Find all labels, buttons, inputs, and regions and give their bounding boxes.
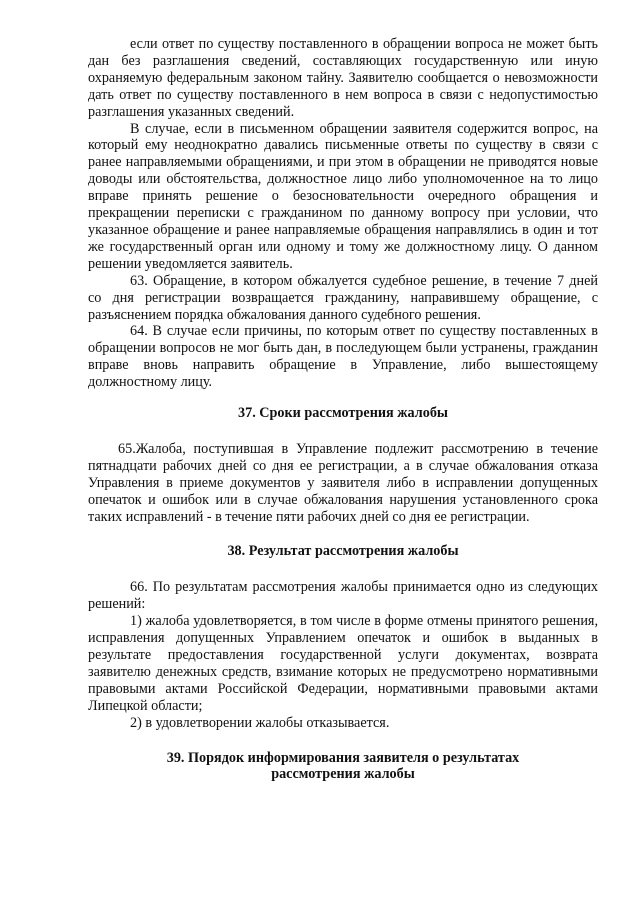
paragraph-63: 63. Обращение, в котором обжалуется судебное решение, в течение 7 дней со дня регистрации возвращается гражданину, направившему обращение, с разъяснением порядка обжалования данного судебного решения.	[88, 272, 598, 323]
document-page	[88, 36, 598, 783]
section-heading-38: 38. Результат рассмотрения жалобы	[227, 543, 459, 560]
paragraph-66: 66. По результатам рассмотрения жалобы принимается одно из следующих решений:	[88, 579, 598, 613]
paragraph-repeated-appeal: В случае, если в письменном обращении заявителя содержится вопрос, на который ему неоднократно давались письменные ответы по существу в связи с ранее направляемыми обращениями, и при этом в обращении не приводятся новые доводы или обстоятельства, должностное лицо либо уполномоченное на то лицо вправе принять решение о безосновательности очередного обращения и прекращении переписки с гражданином по данному вопросу при условии, что указанное обращение и ранее направляемые обращения направлялись в один и тот же государственный орган или одному и тому же должностному лицу. О данном решении уведомляется заявитель.	[88, 120, 598, 272]
section-heading-37: 37. Сроки рассмотрения жалобы	[238, 405, 448, 422]
list-item-2: 2) в удовлетворении жалобы отказывается.	[130, 714, 390, 731]
paragraph-secret-info: если ответ по существу поставленного в обращении вопроса не может быть дан без разглашения сведений, составляющих государственную или иную охраняемую федеральным законом тайну. Заявителю сообщается о невозможности дать ответ по существу поставленного в нем вопроса в связи с недопустимостью разглашения указанных сведений.	[88, 36, 598, 120]
section-heading-39: 39. Порядок информирования заявителя о результатах рассмотрения жалобы	[166, 749, 520, 783]
paragraph-64: 64. В случае если причины, по которым ответ по существу поставленных в обращении вопросов не мог быть дан, в последующем были устранены, гражданин вправе вновь направить обращение в Управление, либо вышестоящему должностному лицу.	[88, 323, 598, 391]
list-item-1: 1) жалоба удовлетворяется, в том числе в форме отмены принятого решения, исправления допущенных Управлением опечаток и ошибок в выданных в результате предоставления государственной услуги документах, возврата заявителю денежных средств, взимание которых не предусмотрено нормативными правовыми актами Российской Федерации, нормативными правовыми актами Липецкой области;	[88, 613, 598, 714]
paragraph-65: 65.Жалоба, поступившая в Управление подлежит рассмотрению в течение пятнадцати рабочих дней со дня ее регистрации, а в случае обжалования отказа Управления в приеме документов у заявителя либо в исправлении допущенных опечаток и ошибок или в случае обжалования нарушения установленного срока таких исправлений - в течение пяти рабочих дней со дня ее регистрации.	[88, 440, 598, 525]
